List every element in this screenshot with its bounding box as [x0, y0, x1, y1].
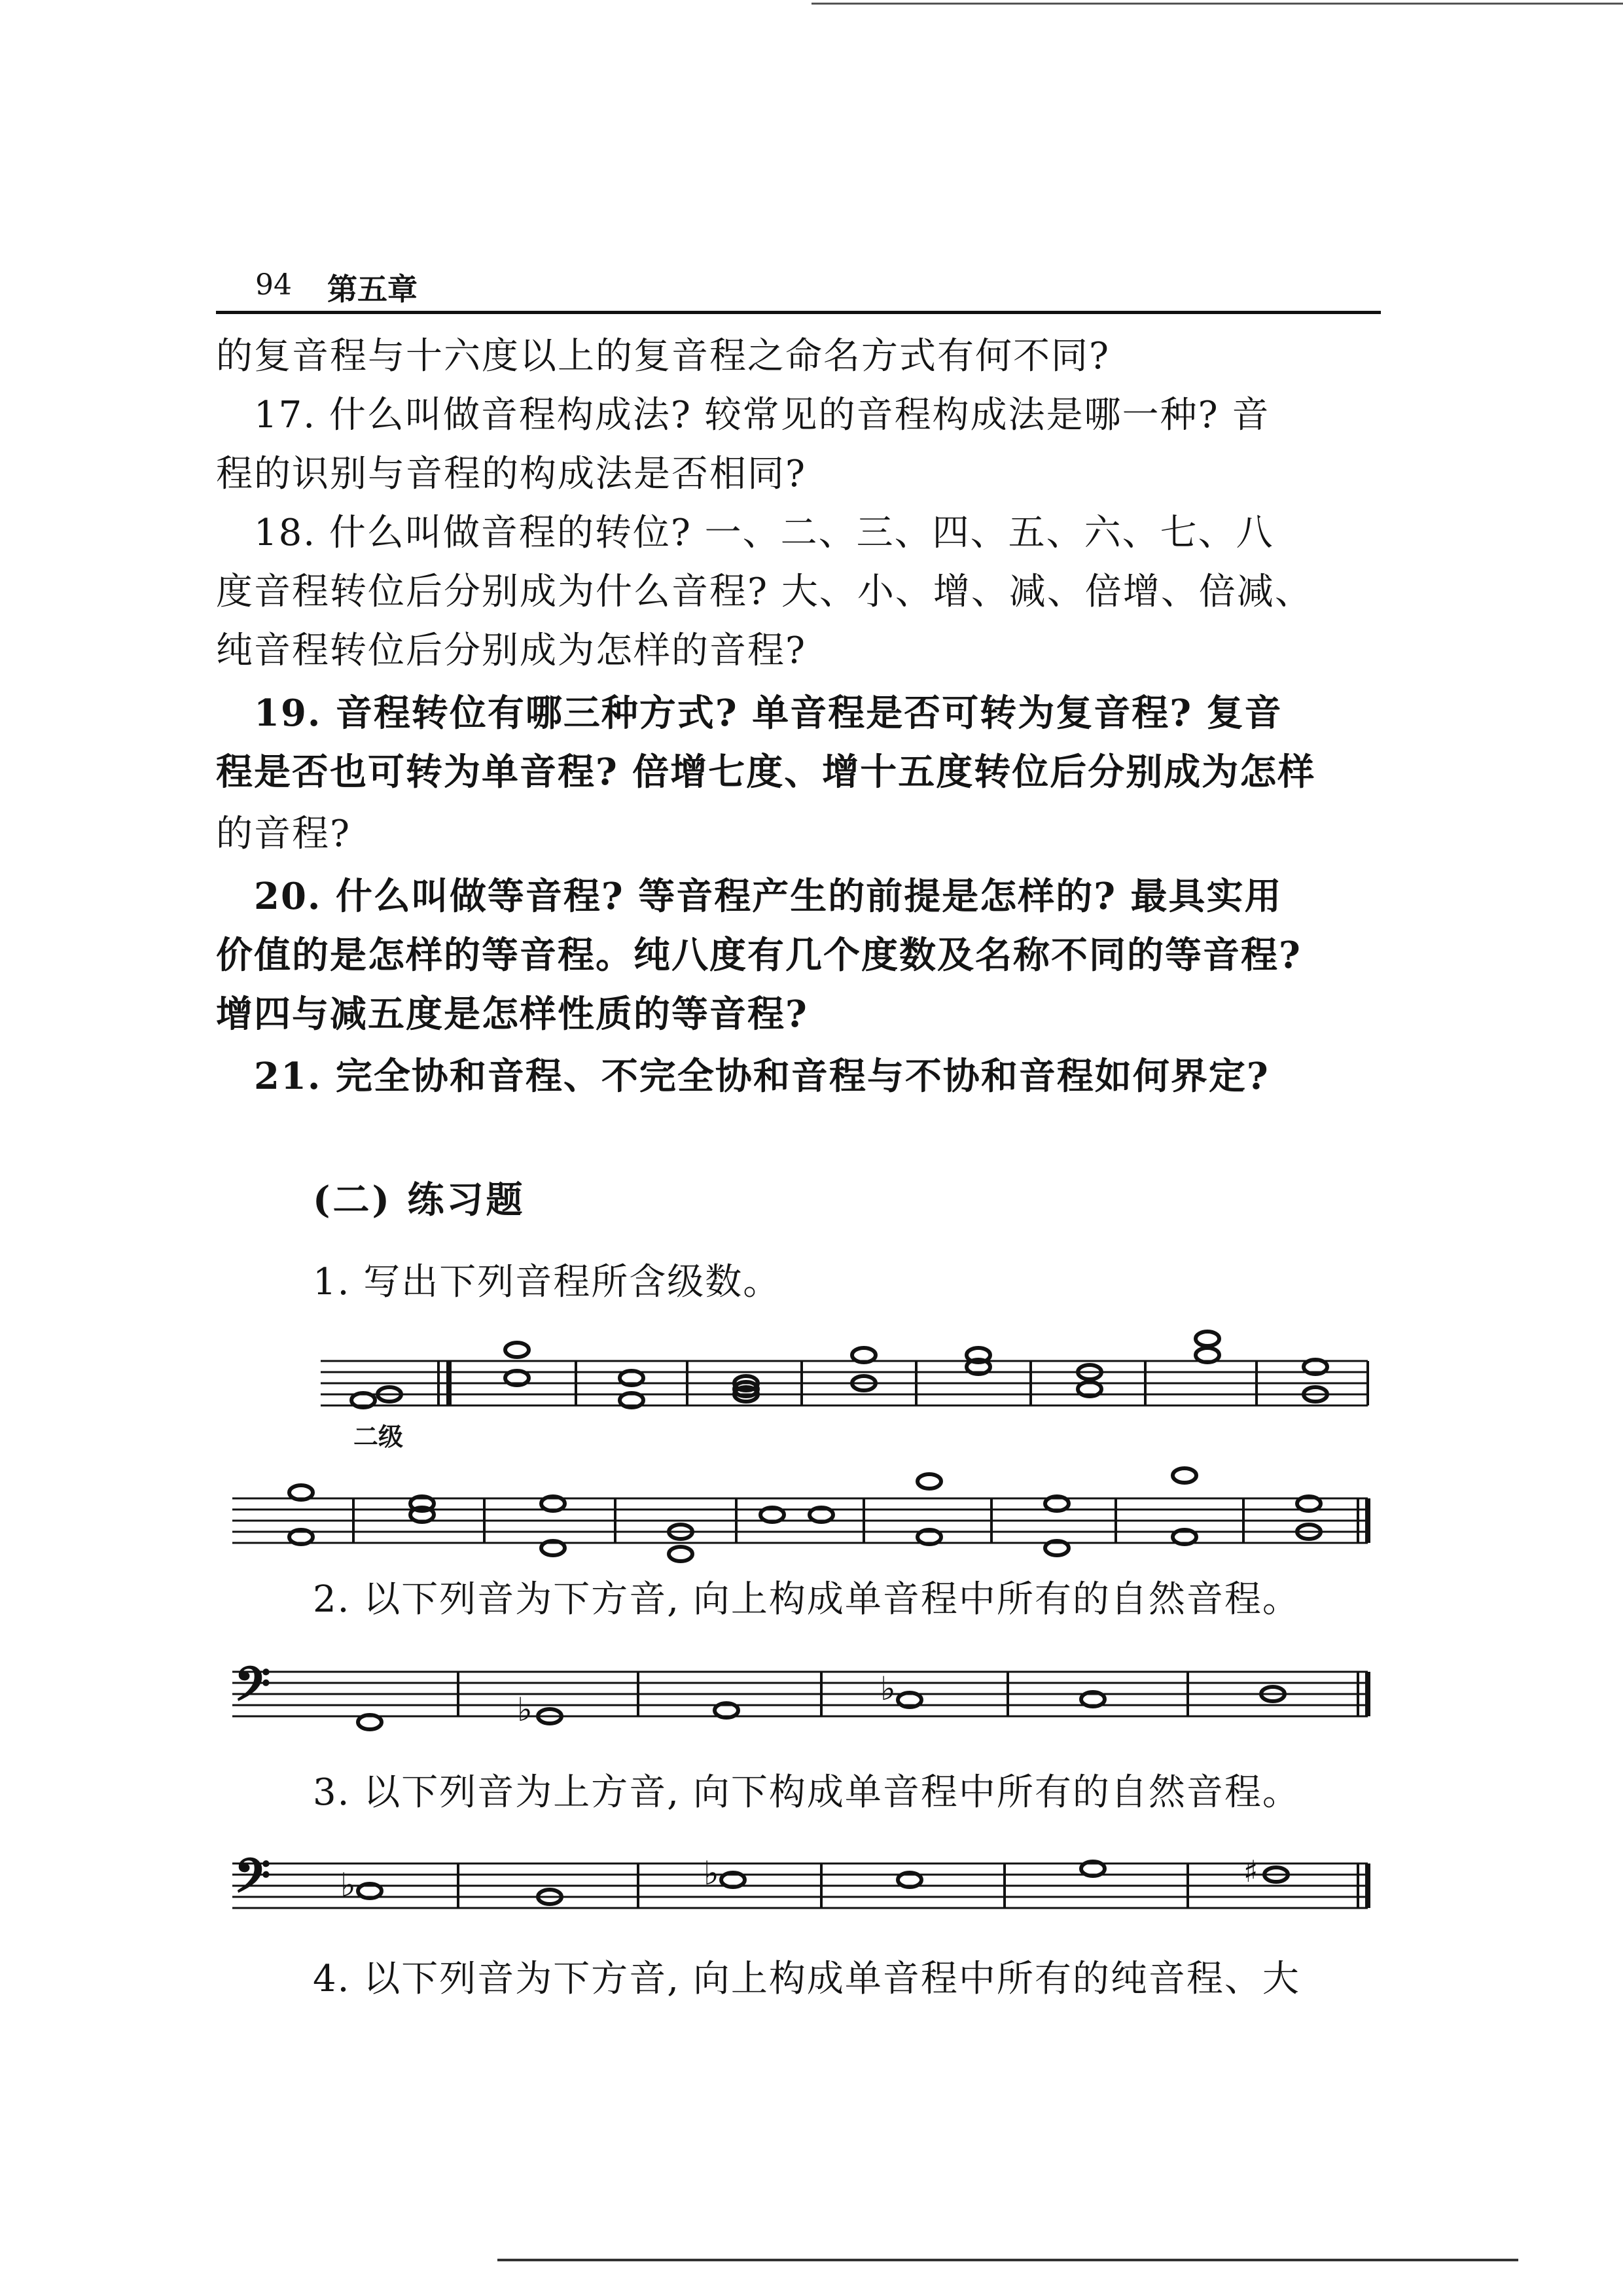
exercise-prompt: 2. 以下列音为下方音, 向上构成单音程中所有的自然音程。 — [313, 1578, 1300, 1621]
chapter-title: 第五章 — [327, 272, 418, 307]
question-text-line: 纯音程转位后分别成为怎样的音程? — [216, 629, 807, 672]
question-text-line: 的音程? — [216, 813, 351, 855]
svg-text:♭: ♭ — [340, 1866, 356, 1904]
question-text-line: 度音程转位后分别成为什么音程? 大、小、增、减、倍增、倍减、 — [216, 571, 1313, 613]
svg-text:♭: ♭ — [880, 1670, 896, 1708]
question-text-line: 程的识别与音程的构成法是否相同? — [216, 453, 807, 495]
bottom-rule — [497, 2259, 1518, 2261]
staff-exercise-2 — [232, 1657, 1368, 1729]
section-title: (二) 练习题 — [313, 1178, 526, 1222]
question-text-line: 21. 完全协和音程、不完全协和音程与不协和音程如何界定? — [254, 1055, 1270, 1098]
flat-sign-icon — [517, 1670, 896, 1729]
exercise-prompt: 1. 写出下列音程所含级数。 — [313, 1261, 781, 1303]
bass-clef-icon: 𝄢 — [234, 1657, 271, 1723]
staff-exercise-3 — [232, 1849, 1368, 1915]
question-text-line: 19. 音程转位有哪三种方式? 单音程是否可转为复音程? 复音 — [254, 692, 1283, 735]
sharp-sign-icon: ♯ — [1243, 1854, 1258, 1889]
question-text-line: 增四与减五度是怎样性质的等音程? — [216, 993, 808, 1036]
whole-note-icon — [289, 1468, 1321, 1561]
staff-example-label: 二级 — [353, 1422, 404, 1451]
svg-text:♭: ♭ — [517, 1691, 533, 1729]
bass-clef-icon: 𝄢 — [234, 1849, 271, 1915]
staff-exercise-1-row-1 — [321, 1332, 1368, 1407]
svg-text:♭: ♭ — [704, 1854, 719, 1892]
question-text-line: 18. 什么叫做音程的转位? 一、二、三、四、五、六、七、八 — [254, 512, 1274, 554]
staff-exercise-1-row-2 — [232, 1468, 1368, 1561]
page-number: 94 — [255, 268, 292, 302]
whole-note-icon — [351, 1332, 1327, 1407]
question-text-line: 价值的是怎样的等音程。纯八度有几个度数及名称不同的等音程? — [216, 934, 1302, 977]
exercise-prompt: 4. 以下列音为下方音, 向上构成单音程中所有的纯音程、大 — [313, 1958, 1300, 2000]
question-text-line: 20. 什么叫做等音程? 等音程产生的前提是怎样的? 最具实用 — [254, 875, 1283, 918]
question-text-line: 程是否也可转为单音程? 倍增七度、增十五度转位后分别成为怎样 — [216, 751, 1316, 794]
question-text-line: 17. 什么叫做音程构成法? 较常见的音程构成法是哪一种? 音 — [254, 394, 1270, 436]
exercise-prompt: 3. 以下列音为上方音, 向下构成单音程中所有的自然音程。 — [313, 1771, 1300, 1814]
question-text-line: 的复音程与十六度以上的复音程之命名方式有何不同? — [216, 335, 1111, 378]
